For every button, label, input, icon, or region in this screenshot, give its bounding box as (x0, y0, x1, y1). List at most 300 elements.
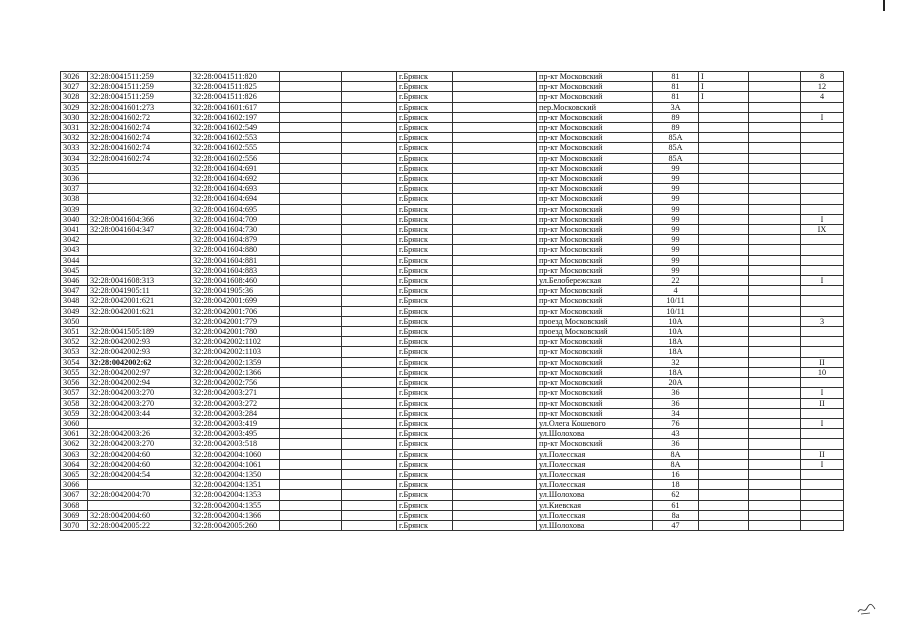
cadastral-register-table (60, 71, 844, 531)
parcel-cadastral-number-cell: 32:28:0041604:347 (88, 225, 191, 235)
field-4-cell (280, 449, 342, 459)
building-cell (699, 123, 749, 133)
field-5-cell (342, 102, 397, 112)
parcel-cadastral-number-cell (88, 500, 191, 510)
row-number-cell: 3030 (61, 112, 88, 122)
city-cell: г.Брянск (397, 510, 453, 520)
row-number-cell: 3044 (61, 255, 88, 265)
field-11-cell (749, 92, 801, 102)
street-cell: пр-кт Московский (537, 408, 653, 418)
field-11-cell (749, 459, 801, 469)
street-cell: пр-кт Московский (537, 286, 653, 296)
parcel-cadastral-number-cell: 32:28:0041511:259 (88, 92, 191, 102)
table-row (61, 500, 844, 510)
object-cadastral-number-cell: 32:28:0041608:460 (191, 276, 280, 286)
table-row (61, 133, 844, 143)
parcel-cadastral-number-cell (88, 480, 191, 490)
row-number-cell: 3069 (61, 510, 88, 520)
street-cell: пр-кт Московский (537, 357, 653, 367)
field-4-cell (280, 398, 342, 408)
field-7-cell (453, 153, 537, 163)
table-row (61, 337, 844, 347)
field-7-cell (453, 214, 537, 224)
city-cell: г.Брянск (397, 143, 453, 153)
street-cell: пр-кт Московский (537, 153, 653, 163)
field-7-cell (453, 163, 537, 173)
building-cell (699, 286, 749, 296)
apartment-cell (801, 286, 844, 296)
city-cell: г.Брянск (397, 72, 453, 82)
object-cadastral-number-cell: 32:28:0041604:881 (191, 255, 280, 265)
street-cell: ул.Олега Кошевого (537, 418, 653, 428)
building-cell (699, 112, 749, 122)
apartment-cell (801, 235, 844, 245)
parcel-cadastral-number-cell: 32:28:0042003:26 (88, 429, 191, 439)
table-row (61, 225, 844, 235)
house-number-cell: 10/11 (653, 296, 699, 306)
field-7-cell (453, 449, 537, 459)
table-row (61, 184, 844, 194)
row-number-cell: 3059 (61, 408, 88, 418)
parcel-cadastral-number-cell: 32:28:0042004:54 (88, 469, 191, 479)
object-cadastral-number-cell: 32:28:0042002:1366 (191, 367, 280, 377)
row-number-cell: 3052 (61, 337, 88, 347)
city-cell: г.Брянск (397, 174, 453, 184)
city-cell: г.Брянск (397, 133, 453, 143)
city-cell: г.Брянск (397, 296, 453, 306)
field-7-cell (453, 184, 537, 194)
row-number-cell: 3040 (61, 214, 88, 224)
parcel-cadastral-number-cell: 32:28:0041601:273 (88, 102, 191, 112)
parcel-cadastral-number-cell (88, 235, 191, 245)
table-row (61, 367, 844, 377)
parcel-cadastral-number-cell: 32:28:0041602:74 (88, 153, 191, 163)
city-cell: г.Брянск (397, 92, 453, 102)
object-cadastral-number-cell: 32:28:0041602:553 (191, 133, 280, 143)
city-cell: г.Брянск (397, 204, 453, 214)
object-cadastral-number-cell: 32:28:0041511:826 (191, 92, 280, 102)
row-number-cell: 3029 (61, 102, 88, 112)
city-cell: г.Брянск (397, 265, 453, 275)
city-cell: г.Брянск (397, 378, 453, 388)
field-4-cell (280, 255, 342, 265)
street-cell: ул.Полесская (537, 510, 653, 520)
object-cadastral-number-cell: 32:28:0041511:820 (191, 72, 280, 82)
apartment-cell: II (801, 398, 844, 408)
field-4-cell (280, 408, 342, 418)
field-4-cell (280, 327, 342, 337)
apartment-cell (801, 204, 844, 214)
row-number-cell: 3066 (61, 480, 88, 490)
table-row (61, 194, 844, 204)
table-row (61, 429, 844, 439)
field-11-cell (749, 408, 801, 418)
object-cadastral-number-cell: 32:28:0041602:555 (191, 143, 280, 153)
object-cadastral-number-cell: 32:28:0042004:1350 (191, 469, 280, 479)
building-cell (699, 143, 749, 153)
parcel-cadastral-number-cell (88, 316, 191, 326)
row-number-cell: 3042 (61, 235, 88, 245)
city-cell: г.Брянск (397, 408, 453, 418)
city-cell: г.Брянск (397, 500, 453, 510)
field-5-cell (342, 316, 397, 326)
house-number-cell: 99 (653, 163, 699, 173)
field-5-cell (342, 235, 397, 245)
object-cadastral-number-cell: 32:28:0042001:706 (191, 306, 280, 316)
street-cell: пр-кт Московский (537, 143, 653, 153)
field-4-cell (280, 296, 342, 306)
field-4-cell (280, 133, 342, 143)
field-4-cell (280, 112, 342, 122)
field-11-cell (749, 153, 801, 163)
house-number-cell: 99 (653, 245, 699, 255)
row-number-cell: 3057 (61, 388, 88, 398)
field-5-cell (342, 194, 397, 204)
object-cadastral-number-cell: 32:28:0041602:556 (191, 153, 280, 163)
parcel-cadastral-number-cell: 32:28:0041602:72 (88, 112, 191, 122)
street-cell: пр-кт Московский (537, 174, 653, 184)
field-7-cell (453, 418, 537, 428)
table-row (61, 235, 844, 245)
field-5-cell (342, 388, 397, 398)
field-11-cell (749, 490, 801, 500)
field-11-cell (749, 357, 801, 367)
house-number-cell: 34 (653, 408, 699, 418)
field-11-cell (749, 500, 801, 510)
row-number-cell: 3027 (61, 82, 88, 92)
table-body (61, 72, 844, 531)
city-cell: г.Брянск (397, 225, 453, 235)
field-5-cell (342, 429, 397, 439)
row-number-cell: 3060 (61, 418, 88, 428)
apartment-cell (801, 123, 844, 133)
object-cadastral-number-cell: 32:28:0041604:692 (191, 174, 280, 184)
house-number-cell: 43 (653, 429, 699, 439)
field-7-cell (453, 255, 537, 265)
object-cadastral-number-cell: 32:28:0042001:779 (191, 316, 280, 326)
object-cadastral-number-cell: 32:28:0041601:617 (191, 102, 280, 112)
house-number-cell: 18А (653, 367, 699, 377)
field-11-cell (749, 388, 801, 398)
building-cell (699, 316, 749, 326)
apartment-cell (801, 306, 844, 316)
parcel-cadastral-number-cell: 32:28:0042003:270 (88, 439, 191, 449)
field-7-cell (453, 133, 537, 143)
table-row (61, 204, 844, 214)
field-5-cell (342, 265, 397, 275)
building-cell: I (699, 82, 749, 92)
object-cadastral-number-cell: 32:28:0042005:260 (191, 520, 280, 530)
apartment-cell (801, 174, 844, 184)
building-cell: I (699, 72, 749, 82)
table-row (61, 439, 844, 449)
field-7-cell (453, 225, 537, 235)
apartment-cell (801, 245, 844, 255)
building-cell (699, 174, 749, 184)
apartment-cell (801, 347, 844, 357)
object-cadastral-number-cell: 32:28:0042004:1366 (191, 510, 280, 520)
row-number-cell: 3041 (61, 225, 88, 235)
field-11-cell (749, 316, 801, 326)
apartment-cell: 8 (801, 72, 844, 82)
field-11-cell (749, 337, 801, 347)
row-number-cell: 3037 (61, 184, 88, 194)
parcel-cadastral-number-cell (88, 245, 191, 255)
parcel-cadastral-number-cell (88, 418, 191, 428)
house-number-cell: 36 (653, 398, 699, 408)
table-row (61, 449, 844, 459)
object-cadastral-number-cell: 32:28:0041604:695 (191, 204, 280, 214)
row-number-cell: 3026 (61, 72, 88, 82)
street-cell: пр-кт Московский (537, 92, 653, 102)
field-4-cell (280, 143, 342, 153)
field-5-cell (342, 255, 397, 265)
row-number-cell: 3034 (61, 153, 88, 163)
house-number-cell: 18А (653, 347, 699, 357)
apartment-cell (801, 327, 844, 337)
object-cadastral-number-cell: 32:28:0042003:284 (191, 408, 280, 418)
field-7-cell (453, 316, 537, 326)
field-5-cell (342, 296, 397, 306)
city-cell: г.Брянск (397, 82, 453, 92)
house-number-cell: 61 (653, 500, 699, 510)
field-5-cell (342, 449, 397, 459)
street-cell: ул.Полесская (537, 449, 653, 459)
street-cell: пр-кт Московский (537, 194, 653, 204)
table-row (61, 255, 844, 265)
field-11-cell (749, 520, 801, 530)
city-cell: г.Брянск (397, 418, 453, 428)
field-11-cell (749, 82, 801, 92)
field-11-cell (749, 439, 801, 449)
field-11-cell (749, 398, 801, 408)
field-4-cell (280, 184, 342, 194)
table-row (61, 306, 844, 316)
building-cell (699, 214, 749, 224)
table-row (61, 245, 844, 255)
field-11-cell (749, 194, 801, 204)
field-4-cell (280, 286, 342, 296)
parcel-cadastral-number-cell (88, 265, 191, 275)
apartment-cell (801, 480, 844, 490)
street-cell: пер.Московский (537, 102, 653, 112)
city-cell: г.Брянск (397, 163, 453, 173)
field-4-cell (280, 276, 342, 286)
field-7-cell (453, 112, 537, 122)
building-cell (699, 510, 749, 520)
table-row (61, 214, 844, 224)
street-cell: пр-кт Московский (537, 112, 653, 122)
street-cell: ул.Полесская (537, 469, 653, 479)
field-5-cell (342, 408, 397, 418)
row-number-cell: 3056 (61, 378, 88, 388)
building-cell (699, 449, 749, 459)
row-number-cell: 3049 (61, 306, 88, 316)
table-row (61, 92, 844, 102)
house-number-cell: 8А (653, 449, 699, 459)
building-cell (699, 265, 749, 275)
table-row (61, 469, 844, 479)
field-5-cell (342, 174, 397, 184)
city-cell: г.Брянск (397, 214, 453, 224)
building-cell (699, 398, 749, 408)
field-5-cell (342, 418, 397, 428)
object-cadastral-number-cell: 32:28:0041604:883 (191, 265, 280, 275)
field-4-cell (280, 347, 342, 357)
object-cadastral-number-cell: 32:28:0041602:549 (191, 123, 280, 133)
building-cell (699, 204, 749, 214)
apartment-cell (801, 194, 844, 204)
object-cadastral-number-cell: 32:28:0042002:1102 (191, 337, 280, 347)
parcel-cadastral-number-cell (88, 204, 191, 214)
field-11-cell (749, 245, 801, 255)
field-11-cell (749, 143, 801, 153)
field-11-cell (749, 327, 801, 337)
field-11-cell (749, 123, 801, 133)
building-cell (699, 459, 749, 469)
object-cadastral-number-cell: 32:28:0042004:1355 (191, 500, 280, 510)
city-cell: г.Брянск (397, 112, 453, 122)
field-4-cell (280, 357, 342, 367)
field-4-cell (280, 418, 342, 428)
row-number-cell: 3067 (61, 490, 88, 500)
object-cadastral-number-cell: 32:28:0041604:693 (191, 184, 280, 194)
street-cell: пр-кт Московский (537, 133, 653, 143)
table-row (61, 265, 844, 275)
field-11-cell (749, 418, 801, 428)
field-11-cell (749, 469, 801, 479)
house-number-cell: 99 (653, 235, 699, 245)
street-cell: пр-кт Московский (537, 398, 653, 408)
house-number-cell: 85А (653, 143, 699, 153)
field-7-cell (453, 72, 537, 82)
parcel-cadastral-number-cell: 32:28:0041602:74 (88, 133, 191, 143)
street-cell: ул.Шолохова (537, 490, 653, 500)
parcel-cadastral-number-cell (88, 163, 191, 173)
table-row (61, 296, 844, 306)
table-row (61, 327, 844, 337)
city-cell: г.Брянск (397, 245, 453, 255)
parcel-cadastral-number-cell: 32:28:0042004:60 (88, 510, 191, 520)
parcel-cadastral-number-cell: 32:28:0042002:94 (88, 378, 191, 388)
city-cell: г.Брянск (397, 469, 453, 479)
house-number-cell: 4 (653, 286, 699, 296)
field-5-cell (342, 153, 397, 163)
apartment-cell: I (801, 276, 844, 286)
street-cell: пр-кт Московский (537, 204, 653, 214)
street-cell: ул.Киевская (537, 500, 653, 510)
field-5-cell (342, 245, 397, 255)
object-cadastral-number-cell: 32:28:0041602:197 (191, 112, 280, 122)
field-11-cell (749, 235, 801, 245)
parcel-cadastral-number-cell (88, 184, 191, 194)
object-cadastral-number-cell: 32:28:0042004:1353 (191, 490, 280, 500)
field-5-cell (342, 286, 397, 296)
city-cell: г.Брянск (397, 276, 453, 286)
street-cell: ул.Полесская (537, 480, 653, 490)
field-11-cell (749, 204, 801, 214)
apartment-cell (801, 510, 844, 520)
street-cell: пр-кт Московский (537, 255, 653, 265)
row-number-cell: 3028 (61, 92, 88, 102)
object-cadastral-number-cell: 32:28:0042003:518 (191, 439, 280, 449)
street-cell: ул.Шолохова (537, 429, 653, 439)
apartment-cell: 3 (801, 316, 844, 326)
row-number-cell: 3054 (61, 357, 88, 367)
field-4-cell (280, 153, 342, 163)
object-cadastral-number-cell: 32:28:0041604:880 (191, 245, 280, 255)
field-11-cell (749, 449, 801, 459)
field-4-cell (280, 480, 342, 490)
field-4-cell (280, 265, 342, 275)
apartment-cell (801, 184, 844, 194)
apartment-cell: II (801, 449, 844, 459)
table-row (61, 459, 844, 469)
field-11-cell (749, 306, 801, 316)
street-cell: пр-кт Московский (537, 123, 653, 133)
city-cell: г.Брянск (397, 398, 453, 408)
field-7-cell (453, 357, 537, 367)
building-cell (699, 245, 749, 255)
field-4-cell (280, 378, 342, 388)
house-number-cell: 99 (653, 225, 699, 235)
building-cell (699, 388, 749, 398)
field-11-cell (749, 72, 801, 82)
building-cell (699, 133, 749, 143)
house-number-cell: 18А (653, 337, 699, 347)
table-row (61, 347, 844, 357)
field-5-cell (342, 327, 397, 337)
building-cell (699, 439, 749, 449)
object-cadastral-number-cell: 32:28:0042002:1103 (191, 347, 280, 357)
street-cell: ул.Шолохова (537, 520, 653, 530)
parcel-cadastral-number-cell (88, 194, 191, 204)
table-row (61, 490, 844, 500)
field-4-cell (280, 214, 342, 224)
field-7-cell (453, 306, 537, 316)
object-cadastral-number-cell: 32:28:0041604:709 (191, 214, 280, 224)
field-5-cell (342, 520, 397, 530)
object-cadastral-number-cell: 32:28:0041604:691 (191, 163, 280, 173)
street-cell: пр-кт Московский (537, 184, 653, 194)
field-11-cell (749, 429, 801, 439)
house-number-cell: 18 (653, 480, 699, 490)
field-4-cell (280, 388, 342, 398)
apartment-cell (801, 439, 844, 449)
house-number-cell: 47 (653, 520, 699, 530)
field-7-cell (453, 469, 537, 479)
field-5-cell (342, 225, 397, 235)
apartment-cell (801, 337, 844, 347)
city-cell: г.Брянск (397, 194, 453, 204)
parcel-cadastral-number-cell: 32:28:0042003:270 (88, 398, 191, 408)
street-cell: пр-кт Московский (537, 72, 653, 82)
field-7-cell (453, 480, 537, 490)
building-cell (699, 429, 749, 439)
building-cell (699, 255, 749, 265)
row-number-cell: 3050 (61, 316, 88, 326)
house-number-cell: 22 (653, 276, 699, 286)
field-7-cell (453, 378, 537, 388)
building-cell (699, 469, 749, 479)
row-number-cell: 3047 (61, 286, 88, 296)
table-row (61, 153, 844, 163)
apartment-cell: II (801, 357, 844, 367)
city-cell: г.Брянск (397, 316, 453, 326)
field-4-cell (280, 316, 342, 326)
parcel-cadastral-number-cell: 32:28:0042001:621 (88, 306, 191, 316)
field-7-cell (453, 276, 537, 286)
